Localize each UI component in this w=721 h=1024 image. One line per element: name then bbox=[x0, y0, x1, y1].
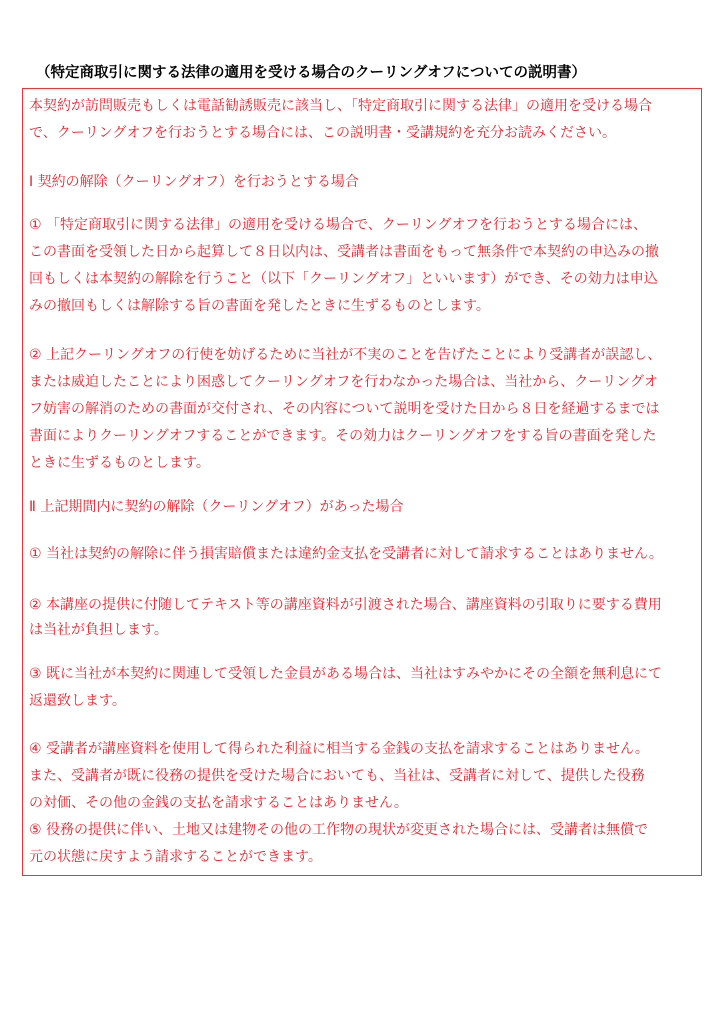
section-1-item-2-line: ② 上記クーリングオフの行使を妨げるために当社が不実のことを告げたことにより受講者が誤認し、 bbox=[29, 347, 662, 363]
section-1-item-1-line: この書面を受領した日から起算して８日以内は、受講者は書面をもって無条件で本契約の申込みの撤 bbox=[29, 244, 659, 260]
section-2-item-4-line: ④ 受講者が講座資料を使用して得られた利益に相当する金銭の支払を請求することはありません。 bbox=[29, 741, 649, 757]
section-2-heading: Ⅱ 上記期間内に契約の解除（クーリングオフ）があった場合 bbox=[29, 499, 404, 515]
section-1-item-1-line: ① 「特定商取引に関する法律」の適用を受ける場合で、クーリングオフを行おうとする場合には、 bbox=[29, 217, 648, 233]
section-2-item-5-line: ⑤ 役務の提供に伴い、土地又は建物その他の工作物の現状が変更された場合には、受講者は無償で bbox=[29, 822, 648, 838]
intro-line: 本契約が訪問販売もしくは電話勧誘販売に該当し、「特定商取引に関する法律」の適用を受ける場合 bbox=[29, 98, 652, 114]
section-1-heading: Ⅰ 契約の解除（クーリングオフ）を行おうとする場合 bbox=[29, 174, 359, 190]
section-2-item-3-line: ③ 既に当社が本契約に関連して受領した金員がある場合は、当社はすみやかにその全額を無利息にて bbox=[29, 666, 662, 682]
section-2-item-2-line: は当社が負担します。 bbox=[29, 622, 168, 638]
section-2-item-4-line: の対価、その他の金銭の支払を請求することはありません。 bbox=[29, 795, 408, 811]
section-1-item-2-line: または威迫したことにより困惑してクーリングオフを行わなかった場合は、当社から、クーリングオ bbox=[29, 374, 659, 390]
section-1-item-2-line: 書面によりクーリングオフすることができます。その効力はクーリングオフをする旨の書面を発した bbox=[29, 428, 657, 444]
section-2-item-3-line: 返還致します。 bbox=[29, 693, 126, 709]
section-1-item-2-line: フ妨害の解消のための書面が交付され、その内容について説明を受けた日から８日を経過するまでは bbox=[29, 401, 660, 417]
section-1-item-1-line: みの撤回もしくは解除する旨の書面を発したときに生ずるものとします。 bbox=[29, 298, 490, 314]
section-2-item-4-line: また、受講者が既に役務の提供を受けた場合においても、当社は、受講者に対して、提供した役務 bbox=[29, 768, 645, 784]
section-1-item-2-line: ときに生ずるものとします。 bbox=[29, 455, 210, 471]
section-2-item-2-line: ② 本講座の提供に付随してテキスト等の講座資料が引渡された場合、講座資料の引取りに要する費用 bbox=[29, 597, 662, 613]
section-2-item-1-line: ① 当社は契約の解除に伴う損害賠償または違約金支払を受講者に対して請求することはありません。 bbox=[29, 546, 663, 562]
section-1-item-1-line: 回もしくは本契約の解除を行うこと（以下「クーリングオフ」といいます）ができ、その効力は申込 bbox=[29, 271, 658, 287]
document-title: （特定商取引に関する法律の適用を受ける場合のクーリングオフについての説明書） bbox=[36, 65, 586, 81]
section-2-item-5-line: 元の状態に戻すよう請求することができます。 bbox=[29, 849, 322, 865]
intro-line: で、クーリングオフを行おうとする場合には、この説明書・受講規約を充分お読みください。 bbox=[29, 125, 617, 141]
